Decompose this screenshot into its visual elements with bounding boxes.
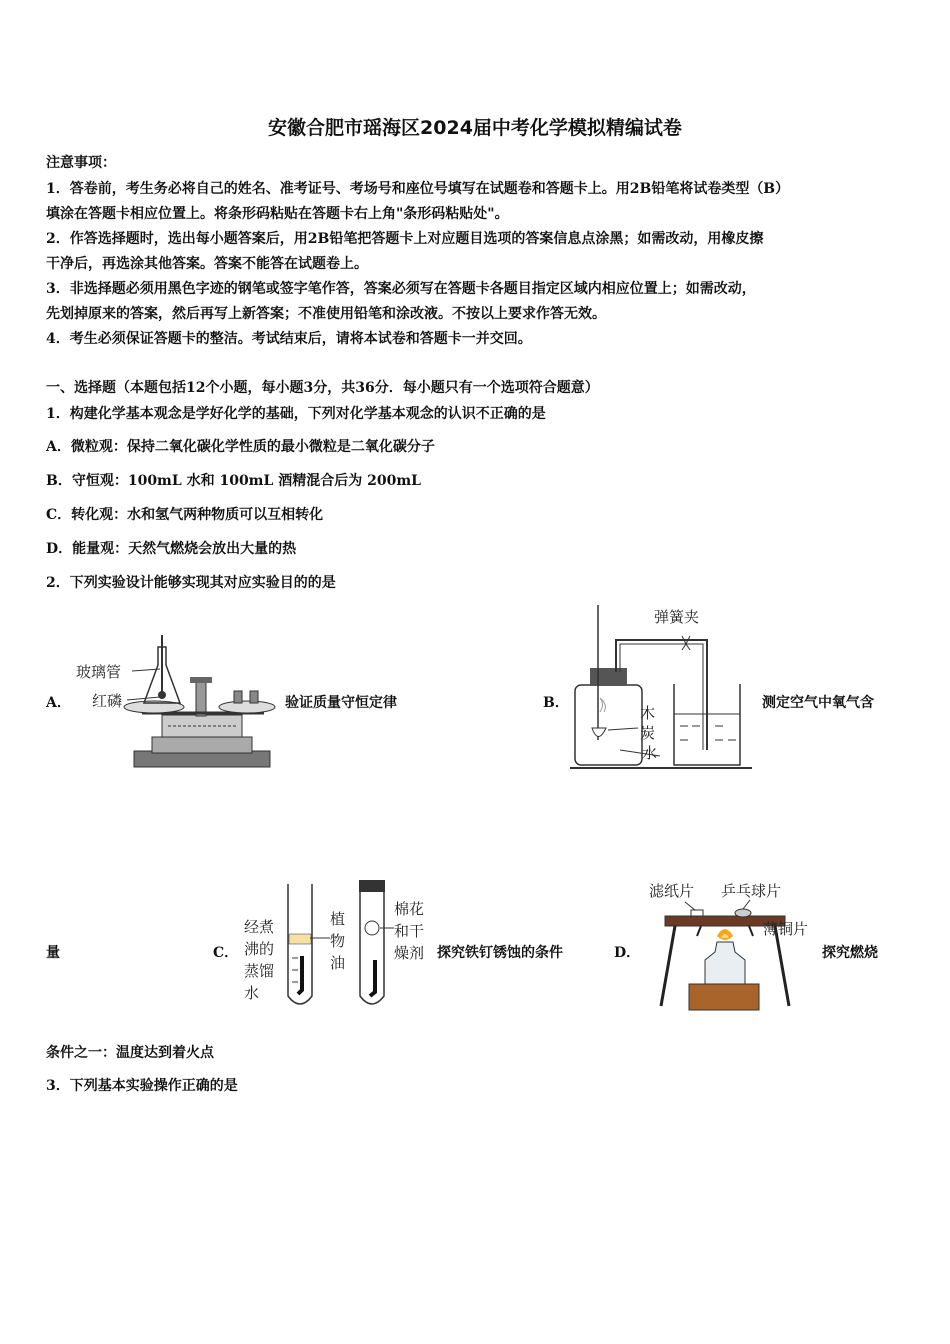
label-spring-clip: 弹簧夹 (654, 608, 700, 626)
label-glass-tube: 玻璃管 (76, 663, 122, 681)
q1-option-d: D．能量观：天然气燃烧会放出大量的热 (46, 541, 297, 557)
section-heading: 一、选择题（本题包括12个小题，每小题3分，共36分．每小题只有一个选项符合题意） (46, 380, 599, 396)
q2-option-a-text: 验证质量守恒定律 (285, 695, 397, 711)
oxygen-apparatus-figure (570, 600, 755, 775)
q2-option-c-label: C． (213, 945, 239, 961)
q2-option-b-text-cont: 量 (46, 945, 60, 961)
combustion-figure (645, 876, 820, 1016)
label-cotton-1: 棉花 (394, 900, 425, 918)
q1-option-a: A．微粒观：保持二氧化碳化学性质的最小微粒是二氧化碳分子 (46, 439, 435, 455)
label-water: 水 (642, 744, 658, 762)
q2-option-d-text: 探究燃烧 (822, 945, 878, 961)
label-charcoal-2: 炭 (640, 724, 656, 742)
notice-line: 干净后，再选涂其他答案。答案不能答在试题卷上。 (46, 256, 368, 272)
label-boiled-4: 水 (244, 984, 260, 1002)
q3-stem: 3．下列基本实验操作正确的是 (46, 1078, 238, 1094)
label-cotton-3: 燥剂 (394, 944, 425, 962)
label-red-phosphorus: 红磷 (92, 692, 123, 710)
label-boiled-2: 沸的 (244, 940, 275, 958)
notice-line: 填涂在答题卡相应位置上。将条形码粘贴在答题卡右上角"条形码粘贴处"。 (46, 206, 509, 222)
label-copper-sheet: 薄铜片 (763, 920, 809, 938)
iron-nail-figure (242, 878, 434, 1013)
notice-line: 1．答卷前，考生务必将自己的姓名、准考证号、考场号和座位号填写在试题卷和答题卡上。用2B铅笔将试卷类型（B） (46, 181, 790, 197)
q2-option-c-text: 探究铁钉锈蚀的条件 (437, 945, 563, 961)
notice-line: 3．非选择题必须用黑色字迹的钢笔或签字笔作答，答案必须写在答题卡各题目指定区域内相应位置上；如需改动， (46, 281, 756, 297)
q2-option-d-label: D． (614, 945, 641, 961)
q1-option-c: C．转化观：水和氢气两种物质可以互相转化 (46, 507, 324, 523)
label-boiled-1: 经煮 (244, 918, 275, 936)
notice-line: 4．考生必须保证答题卡的整洁。考试结束后，请将本试卷和答题卡一并交回。 (46, 331, 532, 347)
notice-line: 2．作答选择题时，选出每小题答案后，用2B铅笔把答题卡上对应题目选项的答案信息点涂黑；如需改动，用橡皮擦 (46, 231, 764, 247)
label-oil-1: 植 (330, 910, 346, 928)
q2-option-a-label: A． (46, 695, 71, 711)
notice-heading: 注意事项： (46, 155, 116, 171)
label-oil-3: 油 (330, 954, 346, 972)
q2-option-b-text: 测定空气中氧气含 (762, 695, 874, 711)
label-pingpong: 乒乓球片 (721, 882, 782, 900)
label-cotton-2: 和干 (394, 922, 425, 940)
q2-option-b-label: B． (543, 695, 569, 711)
q1-stem: 1．构建化学基本观念是学好化学的基础，下列对化学基本观念的认识不正确的是 (46, 406, 546, 422)
balance-figure (72, 625, 277, 775)
label-boiled-3: 蒸馏 (244, 962, 275, 980)
q2-stem: 2．下列实验设计能够实现其对应实验目的的是 (46, 575, 336, 591)
page-title: 安徽合肥市瑶海区2024届中考化学模拟精编试卷 (268, 117, 682, 139)
label-oil-2: 物 (330, 932, 346, 950)
notice-line: 先划掉原来的答案，然后再写上新答案；不准使用铅笔和涂改液。不按以上要求作答无效。 (46, 306, 606, 322)
label-charcoal-1: 木 (640, 704, 656, 722)
q2-option-d-text-cont: 条件之一：温度达到着火点 (46, 1045, 214, 1061)
q1-option-b: B．守恒观：100mL 水和 100mL 酒精混合后为 200mL (46, 473, 421, 489)
label-filter-paper: 滤纸片 (649, 882, 695, 900)
